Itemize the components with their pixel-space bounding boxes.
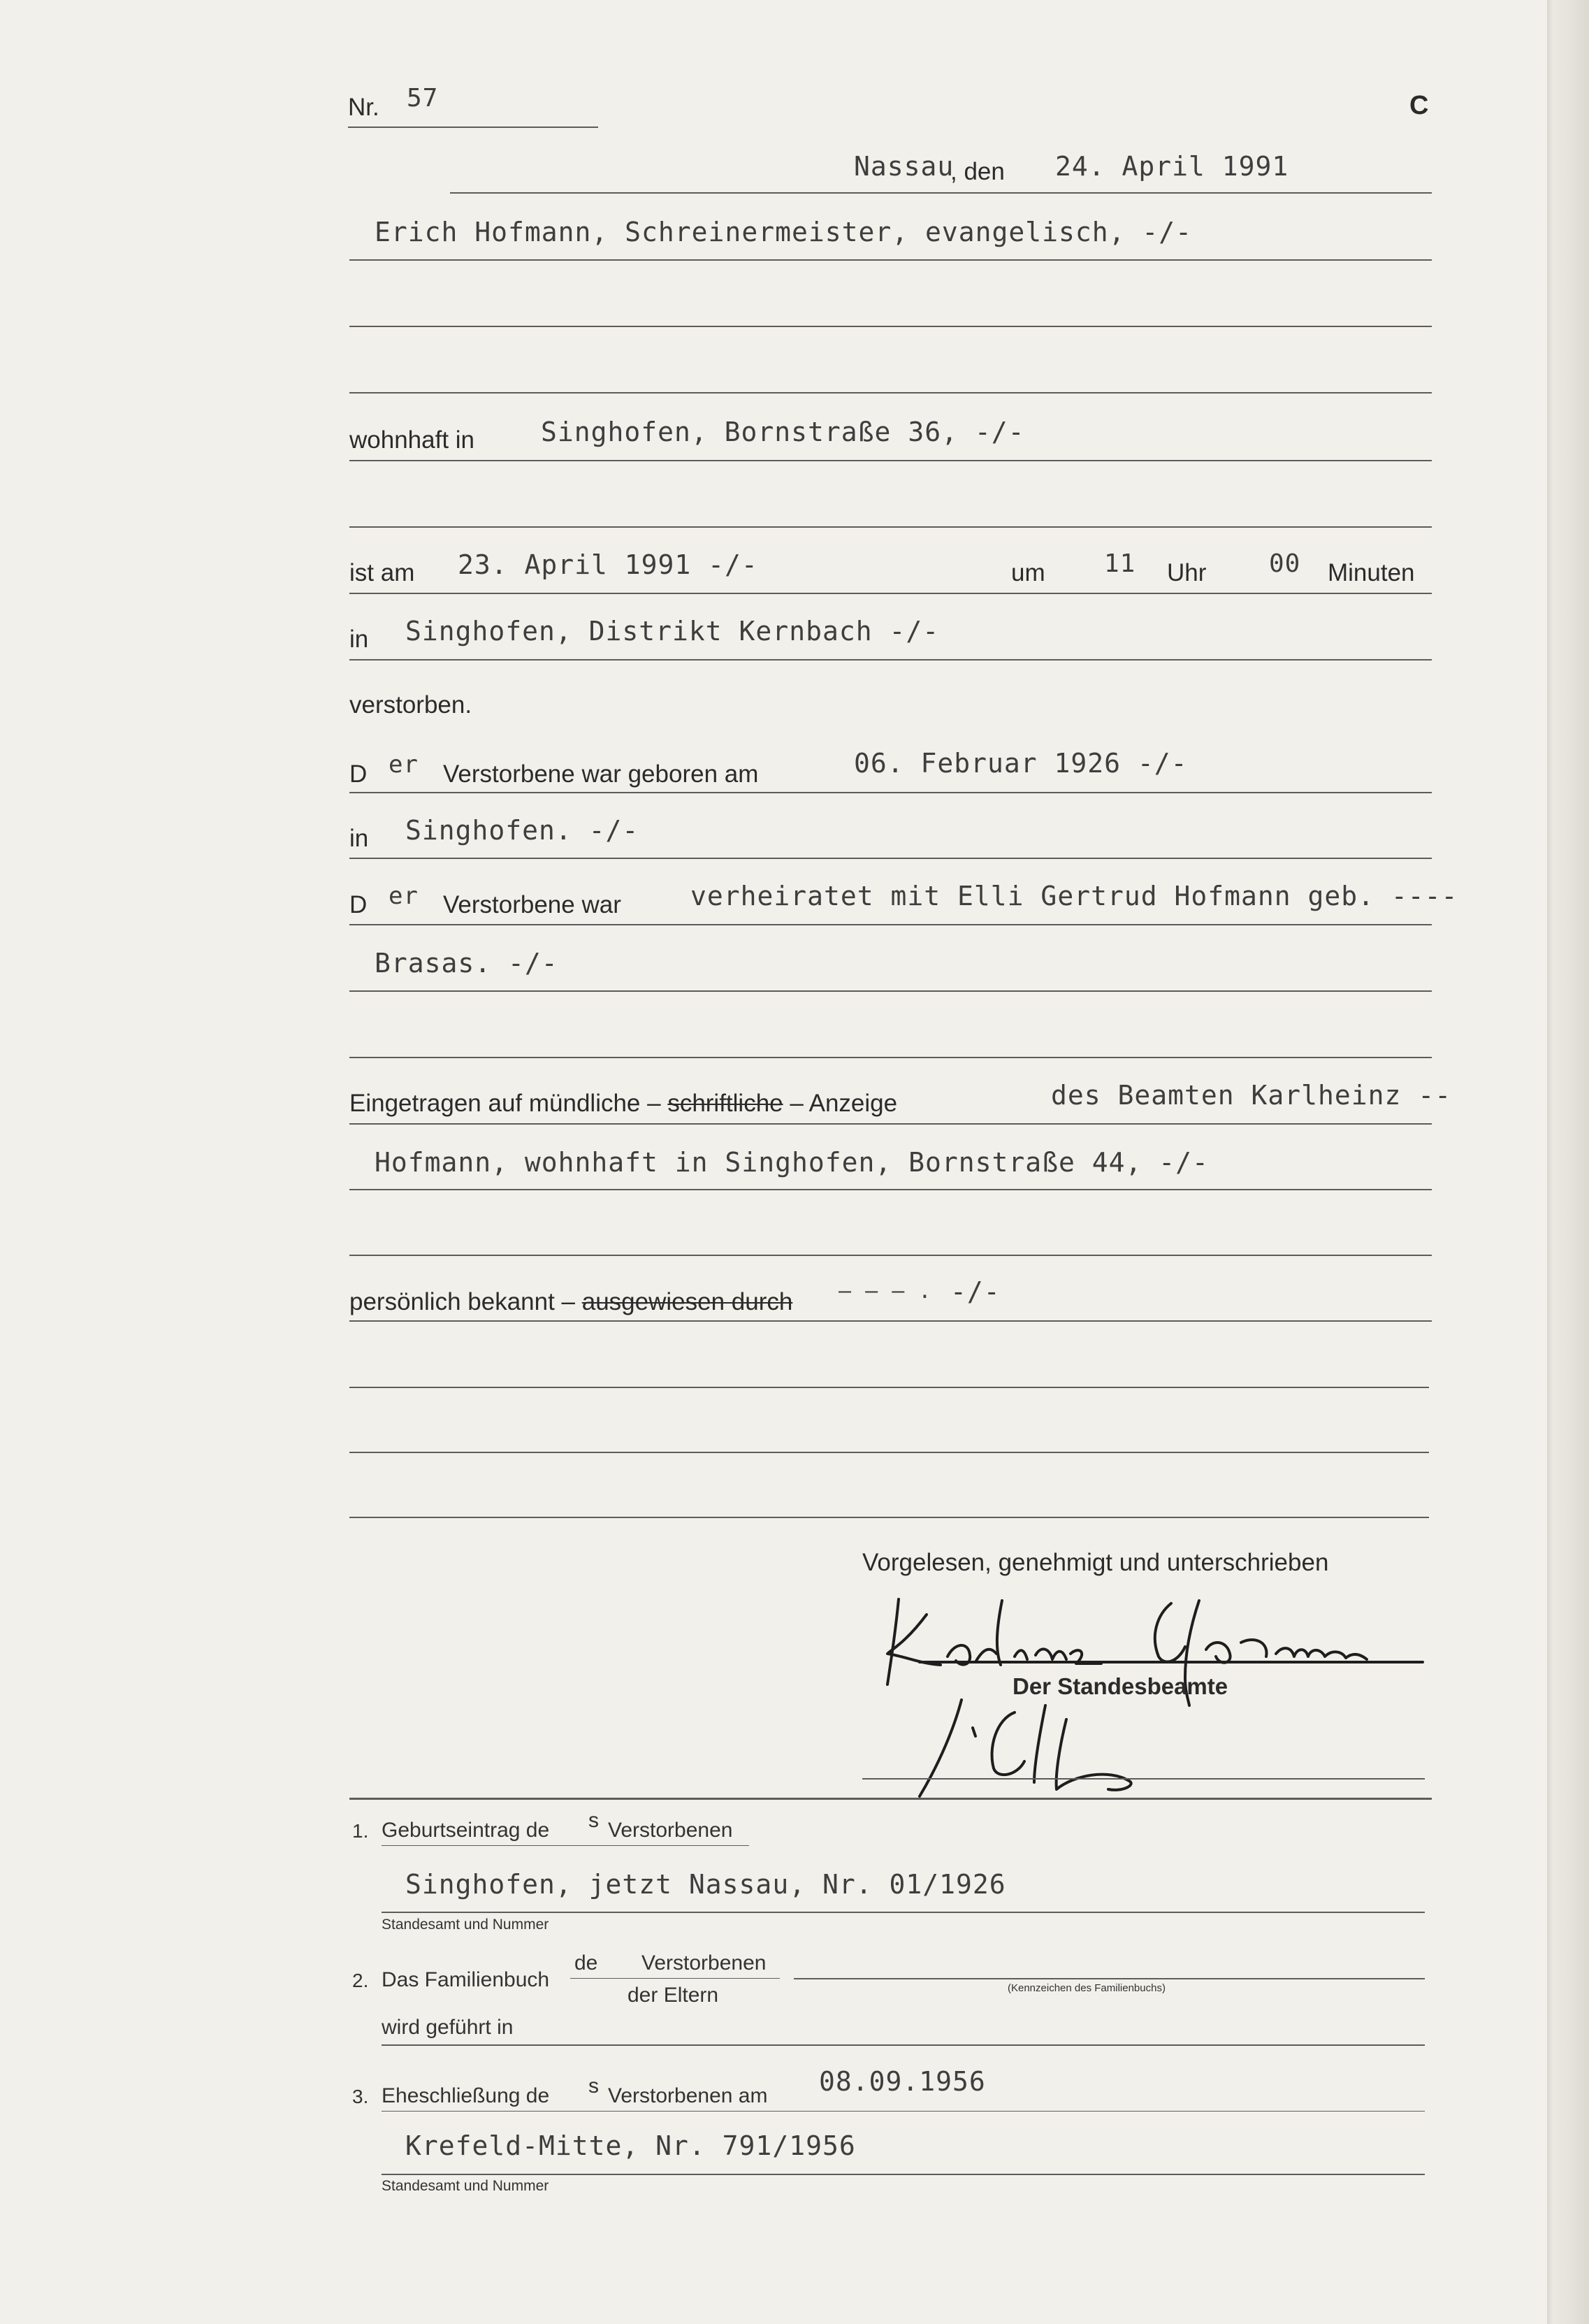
birth-date-rule — [349, 792, 1432, 793]
death-minute: 00 — [1269, 549, 1301, 578]
residence-value: Singhofen, Bornstraße 36, -/- — [541, 417, 1025, 447]
marital-article-suffix: er — [389, 882, 419, 910]
note1-number: 1. — [352, 1820, 369, 1842]
identity-label — [349, 1288, 792, 1316]
date-value: 24. April 1991 — [1055, 151, 1289, 182]
death-date-value: 23. April 1991 -/- — [458, 549, 758, 580]
place-value: Nassau — [854, 151, 955, 182]
registration-value-1: des Beamten Karlheinz -- — [1051, 1080, 1452, 1111]
note2-de: de — [574, 1951, 598, 1975]
note3-label-rule — [382, 2111, 1425, 2112]
minute-label: Minuten — [1328, 559, 1415, 586]
birth-article-prefix: D — [349, 760, 368, 788]
death-place-value: Singhofen, Distrikt Kernbach -/- — [405, 616, 940, 647]
note3-date: 08.09.1956 — [819, 2066, 986, 2097]
registration-rule-1 — [349, 1123, 1432, 1125]
residence-rule — [349, 460, 1432, 461]
note1-value: Singhofen, jetzt Nassau, Nr. 01/1926 — [405, 1869, 1006, 1900]
date-rule — [450, 192, 1432, 194]
blank-rule-2 — [349, 1452, 1429, 1453]
note3-label2: Verstorbenen am — [608, 2084, 768, 2107]
read-approved-text: Vorgelesen, genehmigt und unterschrieben — [862, 1549, 1329, 1576]
note2-caption: (Kennzeichen des Familienbuchs) — [1008, 1982, 1166, 1994]
death-at-label: um — [1011, 559, 1045, 586]
note3-sup: s — [588, 2074, 599, 2098]
marital-label: Verstorbene war — [443, 891, 621, 918]
death-place-rule — [349, 659, 1432, 661]
died-label: verstorben. — [349, 691, 472, 719]
registrar-signature — [906, 1691, 1199, 1803]
note2-option-parents: der Eltern — [627, 1984, 719, 2007]
registrar-label: Der Standesbeamte — [1013, 1673, 1228, 1699]
birth-date: 06. Februar 1926 -/- — [854, 748, 1188, 779]
registration-value-2: Hofmann, wohnhaft in Singhofen, Bornstraße 44, -/- — [375, 1147, 1209, 1178]
marital-value-2: Brasas. -/- — [375, 948, 558, 979]
note1-label-rule — [382, 1845, 749, 1846]
death-date-label: ist am — [349, 559, 415, 586]
book-page-edge — [1547, 0, 1589, 2324]
registration-label-c: – Anzeige — [783, 1090, 898, 1117]
blank-rule-3 — [349, 1517, 1429, 1518]
note2-option-rule — [570, 1978, 780, 1979]
person-rule-3 — [349, 392, 1432, 394]
identity-label-a: persönlich bekannt – — [349, 1288, 582, 1315]
corner-mark: C — [1409, 91, 1429, 120]
death-place-label: in — [349, 626, 369, 653]
person-line: Erich Hofmann, Schreinermeister, evangelisch, -/- — [375, 217, 1193, 247]
note2-value-rule — [794, 1978, 1425, 1979]
note2-label: Das Familienbuch — [382, 1968, 550, 1991]
death-hour: 11 — [1104, 549, 1136, 578]
person-rule-1 — [349, 259, 1432, 261]
birth-label: Verstorbene war geboren am — [443, 760, 759, 788]
note3-caption: Standesamt und Nummer — [382, 2178, 549, 2194]
marital-rule-1 — [349, 924, 1432, 925]
registrar-rule — [862, 1778, 1425, 1780]
note3-value: Krefeld-Mitte, Nr. 791/1956 — [405, 2130, 856, 2161]
date-label: , den — [950, 158, 1005, 185]
note3-rule — [382, 2174, 1425, 2175]
marital-rule-3 — [349, 1057, 1432, 1058]
birth-article-suffix: er — [389, 751, 419, 779]
nr-label: Nr. — [348, 94, 379, 121]
residence-label: wohnhaft in — [349, 426, 475, 454]
registration-label-a: Eingetragen auf mündliche – — [349, 1090, 668, 1117]
marital-article-prefix: D — [349, 891, 368, 918]
birth-place: Singhofen. -/- — [405, 815, 639, 846]
nr-rule — [348, 127, 598, 128]
note1-label2: Verstorbenen — [608, 1819, 733, 1842]
note2-label2: wird geführt in — [382, 2016, 514, 2039]
note1-label: Geburtseintrag de — [382, 1819, 550, 1842]
note1-rule — [382, 1912, 1425, 1913]
note2-rule — [382, 2044, 1425, 2046]
note2-number: 2. — [352, 1970, 369, 1991]
registration-label — [349, 1090, 897, 1118]
marital-value-1: verheiratet mit Elli Gertrud Hofmann geb. ---- — [690, 881, 1458, 911]
note1-caption: Standesamt und Nummer — [382, 1917, 549, 1933]
nr-value: 57 — [407, 84, 439, 113]
registration-label-b: schriftliche — [667, 1090, 783, 1117]
bleed-through-text — [28, 77, 307, 846]
birth-place-label: in — [349, 825, 369, 852]
birth-place-rule — [349, 858, 1432, 859]
death-time-rule — [349, 593, 1432, 594]
note1-sup: s — [588, 1809, 599, 1832]
identity-dashes: – – – . — [839, 1279, 932, 1304]
note3-number: 3. — [352, 2086, 369, 2107]
registration-rule-2 — [349, 1189, 1432, 1190]
note3-label: Eheschließung de — [382, 2084, 550, 2107]
blank-rule-1 — [349, 1387, 1429, 1388]
residence-rule-2 — [349, 526, 1432, 528]
registration-rule-3 — [349, 1255, 1432, 1256]
note2-option-deceased: Verstorbenen — [641, 1951, 767, 1975]
identity-rule — [349, 1320, 1432, 1322]
marital-rule-2 — [349, 990, 1432, 992]
identity-label-b: ausgewiesen durch — [581, 1288, 793, 1315]
identity-value: -/- — [950, 1276, 1001, 1307]
section-divider — [349, 1798, 1432, 1800]
person-rule-2 — [349, 326, 1432, 327]
hour-label: Uhr — [1167, 559, 1207, 586]
